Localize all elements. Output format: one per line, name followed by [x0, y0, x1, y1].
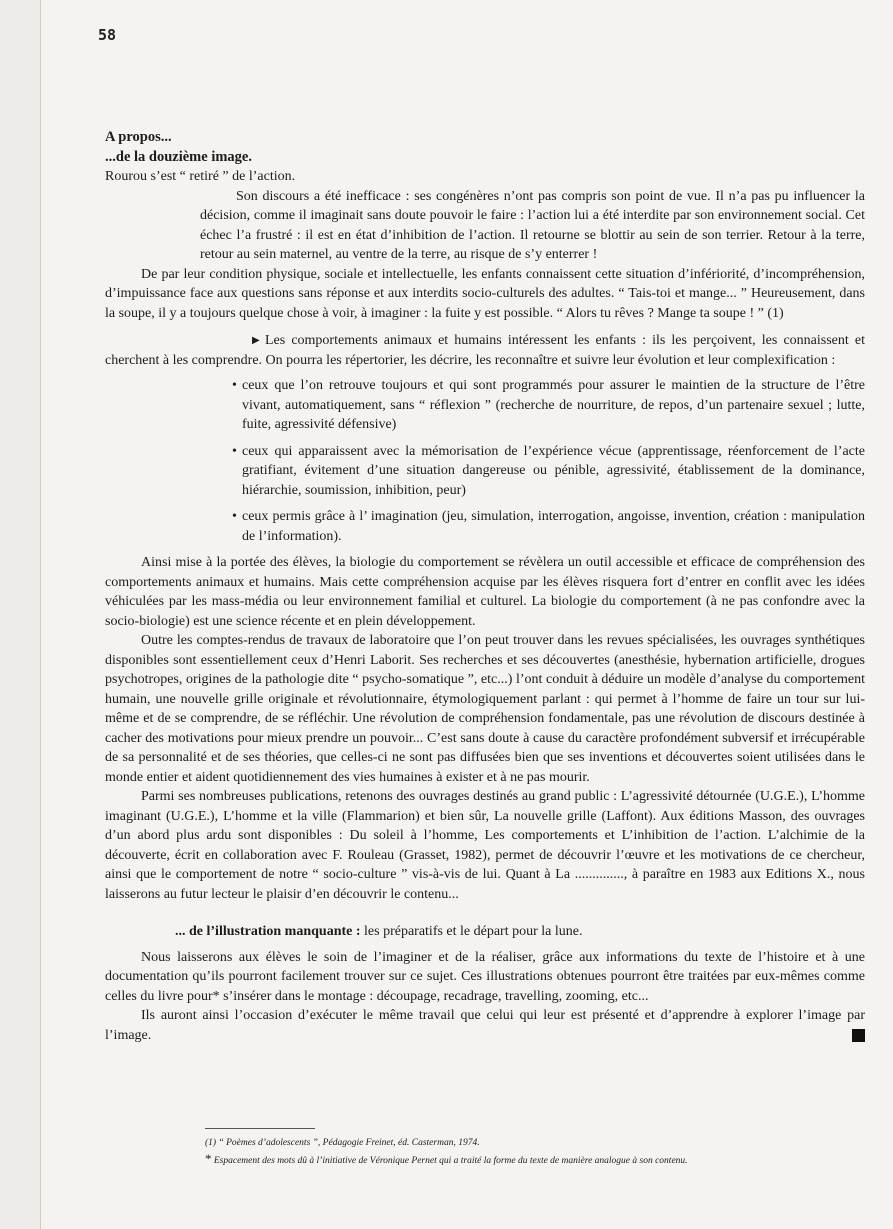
- paragraph-comportements-text: Les comportements animaux et humains intéressent les enfants : ils les perçoivent, les connaissent et cherchent à les comprendre. On pourra les répertorier, les décrire, les reconnaître et suivre leur évolution et leur complexification :: [105, 333, 865, 368]
- footnotes: [205, 1136, 865, 1169]
- paragraph-explorer-text: Ils auront ainsi l’occasion d’exécuter le même travail que celui qui leur est présenté et d’apprendre à explorer l’image par l’image.: [105, 1008, 865, 1043]
- list-item: • ceux que l’on retrouve toujours et qui sont programmés pour assurer le maintien de la structure de l’être vivant, automatiquement, sans “ réflexion ” (recherche de nourriture, de repos, d’un partenaire sexuel ; lutte, fuite, agressivité défensive): [242, 376, 865, 435]
- end-mark-square: [852, 1029, 865, 1042]
- list-item: • ceux qui apparaissent avec la mémorisation de l’expérience vécue (apprentissage, réenforcement de l’acte gratifiant, évitement d’une situation dangereuse ou pénible, agressivité, établissement de la dominance, hiérarchie, soumission, inhibition, peur): [242, 442, 865, 501]
- list-item: • ceux permis grâce à l’ imagination (jeu, simulation, interrogation, angoisse, invention, création : manipulation de l’information).: [242, 507, 865, 546]
- footnote-2: [205, 1151, 865, 1169]
- paragraph-condition: De par leur condition physique, sociale et intellectuelle, les enfants connaissent cette situation d’infériorité, d’incompréhension, d’impuissance face aux questions sans réponse et aux interdits socio-culturels des adultes. “ Tais-toi et mange... ” Heureusement, dans la soupe, il y a toujours quelque chose à voir, à imaginer : la fuite y est possible. “ Alors tu rêves ? Mange ta soupe ! ” (1): [105, 266, 865, 321]
- paragraph-publications: Parmi ses nombreuses publications, retenons des ouvrages destinés au grand public : L’agressivité détournée (U.G.E.), L’homme imaginant (U.G.E.), L’homme et la ville (Flammarion) et bien sûr, La nouvelle grille (Laffont). Aux éditions Masson, des ouvrages d’un abord plus ardu sont disponibles : Du soleil à l’homme, Les comportements et L’inhibition de l’action. L’alchimie de la découverte, écrit en collaboration avec F. Rouleau (Grasset, 1982), permet de découvrir l’œuvre et les motivations de ce chercheur, ainsi que le comportement de notre “ socio-culture ” vis-à-vis de lui. Quant à La .............., à paraître en 1983 aux Editions X., nous laisserons au futur lecteur le plaisir d’en découvrir le contenu...: [105, 789, 865, 902]
- arrow-marker: ▶: [252, 335, 260, 346]
- footnote-2-text: Espacement des mots dû à l’initiative de Véronique Pernet qui a traité la forme du texte de manière analogue à son contenu.: [213, 1156, 688, 1166]
- footnote-1: (1) “ Poèmes d’adolescents ”, Pédagogie Freinet, éd. Casterman, 1974.: [205, 1138, 480, 1148]
- section-illustration: [105, 922, 865, 1045]
- section-heading-douzieme: ...de la douzième image.: [105, 148, 252, 165]
- paragraph-laborit: Outre les comptes-rendus de travaux de laboratoire que l’on peut trouver dans les revues spécialisées, les ouvrages synthétiques disponibles sont essentiellement ceux d’Henri Laborit. Ses recherches et ses découvertes (anesthésie, hybernation artificielle, drogues psychotropes, origines de la pathologie dite “ psycho-somatique ”, etc...) l’ont conduit à déduire un modèle d’analyse du comportement humain, une nouvelle grille originale et révolutionnaire, étymologiquement parlant : qui permet à l’homme de faire un tour sur lui-même et de se comprendre, de se réfléchir. Une révolution de compréhension fondamentale, pas une révolution de discours destinée à cacher des motivations pour mieux prendre un pouvoir... C’est sans doute à cause du caractère profondément subversif et irrécupérable de sa personnalité et de ses théories, que celles-ci ne sont pas diffusées bien que ses inventions et découvertes soient utilisées dans le monde entier et aident quotidiennement des vies humaines à exister et à ne pas mourir.: [105, 633, 865, 785]
- article-body: [105, 128, 865, 1045]
- behaviour-list: [105, 376, 865, 546]
- illustration-heading: ... de l’illustration manquante :: [175, 924, 361, 939]
- paragraph-comportements: [105, 331, 865, 370]
- paragraph-rourou: Rourou s’est “ retiré ” de l’action.: [105, 169, 296, 184]
- section-heading-apropos: A propos...: [105, 129, 172, 145]
- illustration-subtitle: les préparatifs et le départ pour la lune.: [364, 924, 583, 939]
- section-heading-illustration: [105, 922, 865, 942]
- paragraph-imaginer: Nous laisserons aux élèves le soin de l’imaginer et de la réaliser, grâce aux informations du texte de l’histoire et à une documentation qu’ils pourront facilement trouver sur ce sujet. Ces illustrations obtenues pourront être traitées par eux-mêmes comme celles du livre pour* s’insérer dans le montage : découpage, recadrage, travelling, zooming, etc...: [105, 949, 865, 1004]
- asterisk-marker: *: [205, 1151, 212, 1166]
- paragraph-biologie: Ainsi mise à la portée des élèves, la biologie du comportement se révèlera un outil accessible et efficace de compréhension des comportements animaux et humains. Mais cette compréhension acquise par les élèves risquera fort d’entrer en conflit avec les idées véhiculées par les mass-média ou leur environnement familial et culturel. La biologie du comportement (à ne pas confondre avec la socio-biologie) est une science récente et en plein développement.: [105, 555, 865, 629]
- page-number: 58: [98, 26, 117, 44]
- paragraph-explorer: [105, 1006, 865, 1045]
- paragraph-discours: Son discours a été inefficace : ses congénères n’ont pas compris son point de vue. Il n’a pas pu influencer la décision, comme il imaginait sans doute pouvoir le faire : l’action lui a été interdite par son environnement social. Cet échec l’a frustré : il est en état d’inhibition de l’action. Il retourne se blottir au sein de son terrier. Retour à la terre, retour au sein maternel, au ventre de la terre, au risque de s’y enterrer !: [200, 188, 865, 262]
- footnote-rule: [205, 1128, 315, 1129]
